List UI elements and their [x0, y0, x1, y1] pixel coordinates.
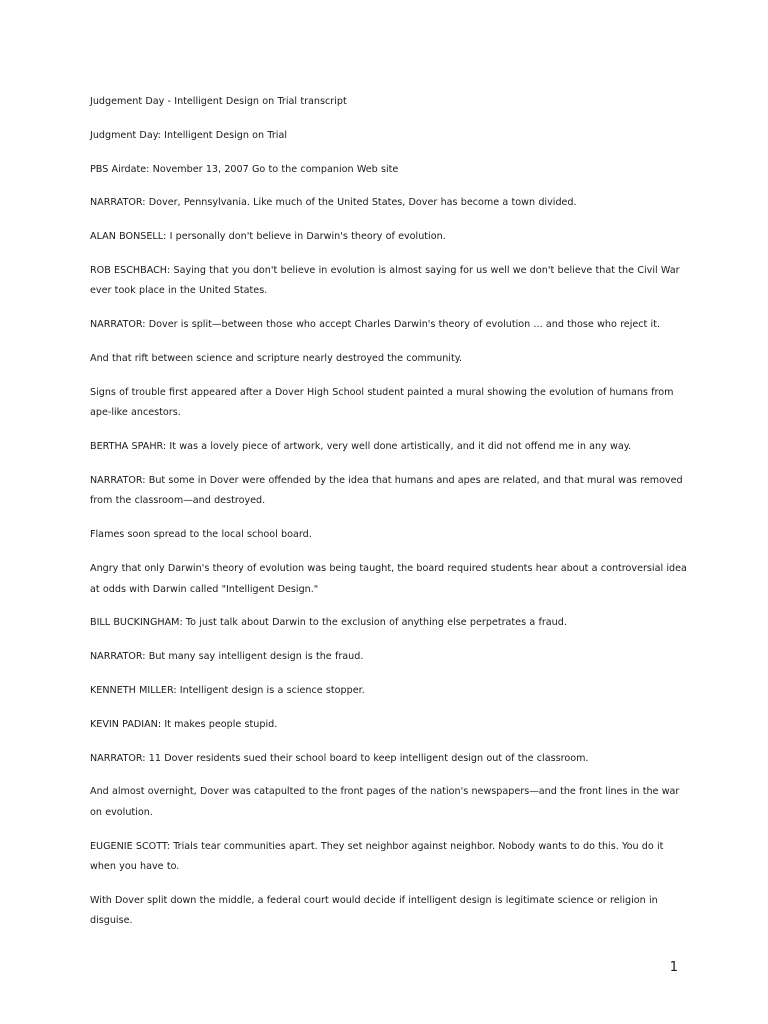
transcript-paragraph: ROB ESCHBACH: Saying that you don't believe in evolution is almost saying for us well we don't believe that the Civil War ever took place in the United States. — [90, 264, 680, 297]
program-title: Judgment Day: Intelligent Design on Trial — [90, 129, 287, 141]
airdate-line: PBS Airdate: November 13, 2007 Go to the companion Web site — [90, 163, 399, 175]
transcript-paragraph: And that rift between science and scripture nearly destroyed the community. — [90, 353, 463, 365]
transcript-body — [90, 92, 690, 945]
page-number: 1 — [669, 960, 678, 975]
transcript-paragraph: KENNETH MILLER: Intelligent design is a science stopper. — [90, 684, 365, 696]
transcript-paragraph: EUGENIE SCOTT: Trials tear communities apart. They set neighbor against neighbor. Nobody wants to do this. You do it when you have to. — [90, 840, 664, 873]
transcript-paragraph: NARRATOR: But some in Dover were offended by the idea that humans and apes are related, and that mural was removed from the classroom—and destroyed. — [90, 474, 683, 507]
transcript-paragraph: BERTHA SPAHR: It was a lovely piece of artwork, very well done artistically, and it did not offend me in any way. — [90, 441, 632, 453]
transcript-paragraph: NARRATOR: 11 Dover residents sued their school board to keep intelligent design out of the classroom. — [90, 752, 589, 764]
transcript-paragraph: BILL BUCKINGHAM: To just talk about Darwin to the exclusion of anything else perpetrates a fraud. — [90, 617, 567, 629]
transcript-paragraph: NARRATOR: But many say intelligent design is the fraud. — [90, 651, 364, 663]
transcript-paragraph: NARRATOR: Dover, Pennsylvania. Like much of the United States, Dover has become a town divided. — [90, 197, 577, 209]
transcript-paragraph: ALAN BONSELL: I personally don't believe in Darwin's theory of evolution. — [90, 231, 446, 243]
transcript-paragraph: With Dover split down the middle, a federal court would decide if intelligent design is legitimate science or religion in disguise. — [90, 894, 658, 927]
transcript-paragraph: KEVIN PADIAN: It makes people stupid. — [90, 718, 278, 730]
transcript-paragraph: And almost overnight, Dover was catapulted to the front pages of the nation's newspapers—and the front lines in the war on evolution. — [90, 786, 680, 818]
transcript-paragraph: Signs of trouble first appeared after a Dover High School student painted a mural showing the evolution of humans from ape-like ancestors. — [90, 386, 674, 419]
transcript-paragraph: Angry that only Darwin's theory of evolution was being taught, the board required students hear about a controversial idea at odds with Darwin called "Intelligent Design." — [90, 563, 687, 595]
transcript-paragraph: NARRATOR: Dover is split—between those who accept Charles Darwin's theory of evolution ... and those who reject it. — [90, 319, 661, 331]
document-title: Judgement Day - Intelligent Design on Trial transcript — [90, 96, 347, 107]
transcript-paragraph: Flames soon spread to the local school board. — [90, 529, 312, 541]
